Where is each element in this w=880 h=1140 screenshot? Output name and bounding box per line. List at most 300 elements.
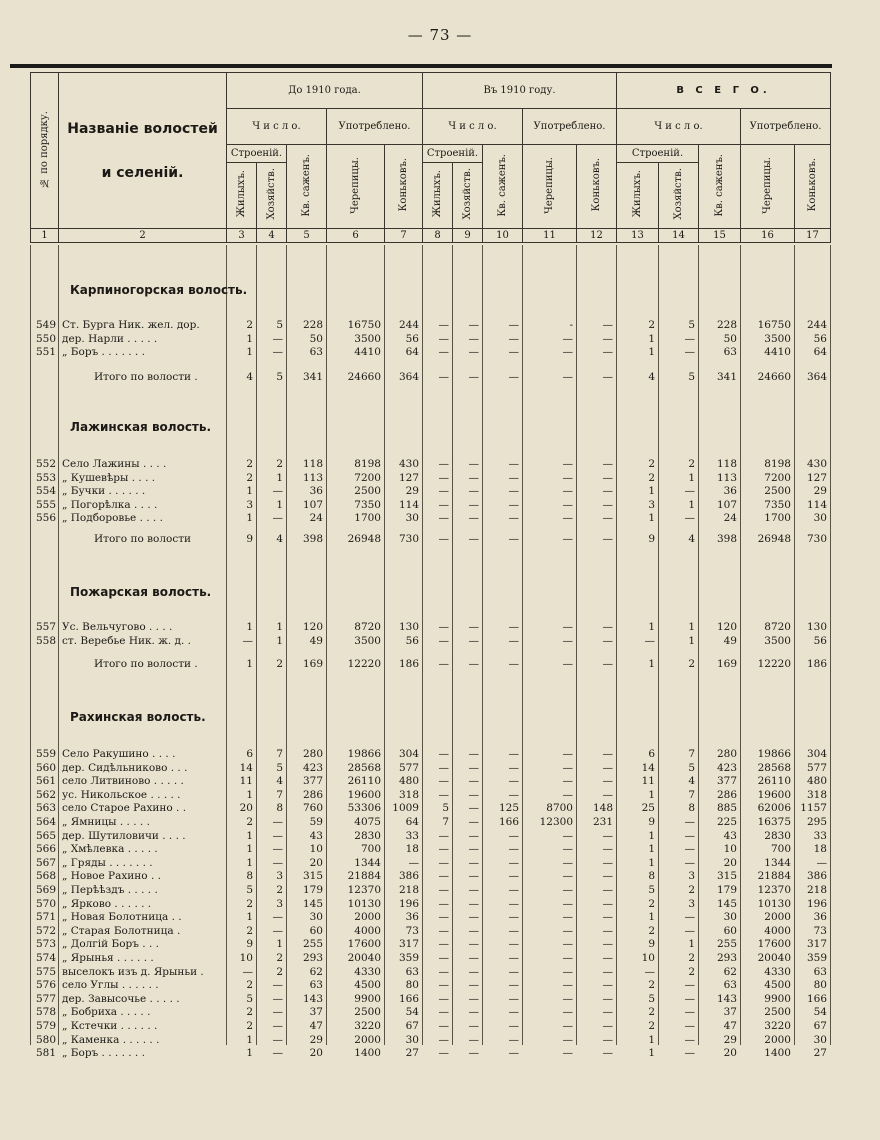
value-cell: —: [468, 911, 479, 924]
settlement-name: „ Хмѣлевка . . . . .: [62, 843, 158, 856]
value-cell: 10: [641, 952, 655, 964]
value-cell: 30: [813, 512, 827, 525]
kv-2: Кв. саженъ.: [483, 145, 523, 229]
value-cell: —: [602, 533, 613, 545]
value-cell: 1344: [354, 856, 381, 869]
value-cell: 3: [688, 870, 695, 883]
value-cell: —: [438, 856, 449, 869]
value-cell: 9: [648, 938, 655, 951]
total-label: Итого по волости .: [94, 658, 198, 670]
value-cell: 56: [813, 634, 827, 647]
value-cell: 1: [246, 485, 253, 498]
value-cell: —: [602, 485, 613, 498]
value-cell: 169: [716, 658, 737, 670]
value-cell: —: [562, 471, 573, 484]
value-cell: 7350: [354, 498, 381, 511]
value-cell: 20: [309, 1047, 323, 1060]
value-cell: 2: [688, 884, 695, 896]
value-cell: 20: [239, 802, 253, 815]
value-cell: 1: [648, 1047, 655, 1060]
value-cell: 1: [648, 485, 655, 498]
row-number: 573: [35, 938, 56, 951]
value-cell: —: [508, 621, 519, 633]
value-cell: 4410: [764, 346, 791, 359]
value-cell: 8720: [764, 621, 791, 633]
column-number: 15: [699, 229, 741, 243]
value-cell: 50: [309, 332, 323, 345]
kv-3: Кв. саженъ.: [699, 145, 741, 229]
khoz-2: Хозяйств.: [453, 163, 483, 229]
value-cell: 315: [716, 870, 737, 883]
value-cell: 3: [688, 897, 695, 910]
value-cell: 1: [276, 938, 283, 951]
value-cell: 20: [723, 1047, 737, 1060]
value-cell: 423: [716, 761, 737, 774]
value-cell: —: [468, 856, 479, 869]
row-number: 568: [35, 870, 56, 883]
value-cell: 244: [398, 319, 419, 331]
value-cell: 24: [723, 512, 737, 525]
value-cell: —: [468, 884, 479, 896]
value-cell: 4: [246, 371, 253, 383]
value-cell: —: [508, 533, 519, 545]
value-cell: —: [508, 1047, 519, 1060]
value-cell: 4: [648, 371, 655, 383]
value-cell: —: [602, 979, 613, 992]
value-cell: 8720: [354, 621, 381, 633]
value-cell: 143: [302, 992, 323, 1005]
value-cell: 364: [398, 371, 419, 383]
value-cell: 730: [398, 533, 419, 545]
row-number: 567: [35, 856, 56, 869]
value-cell: —: [508, 498, 519, 511]
value-cell: 12220: [347, 658, 381, 670]
column-number: 1: [31, 229, 59, 243]
value-cell: 113: [716, 471, 737, 484]
value-cell: 341: [302, 371, 323, 383]
value-cell: —: [508, 938, 519, 951]
value-cell: 10130: [347, 897, 381, 910]
value-cell: 145: [716, 897, 737, 910]
value-cell: —: [438, 498, 449, 511]
value-cell: —: [438, 897, 449, 910]
column-number: 12: [577, 229, 617, 243]
value-cell: —: [438, 533, 449, 545]
value-cell: 2: [276, 458, 283, 470]
value-cell: —: [508, 1006, 519, 1019]
value-cell: 80: [405, 979, 419, 992]
value-cell: 7: [276, 748, 283, 760]
value-cell: —: [508, 843, 519, 856]
value-cell: 1: [648, 658, 655, 670]
value-cell: —: [684, 829, 695, 842]
value-cell: —: [684, 816, 695, 828]
value-cell: 2500: [354, 1006, 381, 1019]
value-cell: 244: [806, 319, 827, 331]
value-cell: —: [438, 938, 449, 951]
column-number: 6: [327, 229, 385, 243]
value-cell: 255: [716, 938, 737, 951]
value-cell: 398: [302, 533, 323, 545]
column-number: 7: [385, 229, 423, 243]
value-cell: 9: [648, 816, 655, 828]
column-number: 8: [423, 229, 453, 243]
settlement-name: „ Боръ . . . . . . .: [62, 346, 145, 359]
value-cell: —: [602, 1006, 613, 1019]
value-cell: 3: [276, 870, 283, 883]
value-cell: 8: [246, 870, 253, 883]
row-number: 561: [35, 775, 56, 788]
value-cell: 166: [498, 816, 519, 828]
value-cell: —: [468, 319, 479, 331]
value-cell: —: [438, 829, 449, 842]
value-cell: 1: [688, 498, 695, 511]
value-cell: 1: [246, 512, 253, 525]
value-cell: 25: [641, 802, 655, 815]
column-number: 16: [741, 229, 795, 243]
group-in-1910: Въ 1910 году.: [423, 73, 617, 109]
settlement-name: „ Погорѣлка . . . .: [62, 498, 158, 511]
value-cell: —: [602, 884, 613, 896]
value-cell: 730: [806, 533, 827, 545]
value-cell: —: [508, 458, 519, 470]
value-cell: 47: [309, 1020, 323, 1032]
settlement-name: „ Гряды . . . . . . .: [62, 856, 153, 869]
value-cell: —: [562, 458, 573, 470]
value-cell: 255: [302, 938, 323, 951]
column-number: 13: [617, 229, 659, 243]
value-cell: 364: [806, 371, 827, 383]
value-cell: 8: [276, 802, 283, 815]
total-row: [10, 657, 832, 671]
zhil-1: Жилыхъ.: [227, 163, 257, 229]
value-cell: 398: [716, 533, 737, 545]
value-cell: —: [468, 965, 479, 978]
value-cell: 1: [648, 856, 655, 869]
column-number-row: [31, 229, 831, 243]
value-cell: 2: [246, 979, 253, 992]
value-cell: 1: [648, 621, 655, 633]
settlement-name: „ Ямницы . . . . .: [62, 816, 150, 828]
settlement-name: „ Подборовье . . . .: [62, 512, 163, 525]
value-cell: —: [684, 924, 695, 937]
value-cell: —: [468, 346, 479, 359]
value-cell: —: [684, 911, 695, 924]
table-row: [10, 842, 832, 856]
value-cell: —: [438, 512, 449, 525]
value-cell: —: [508, 979, 519, 992]
value-cell: 114: [806, 498, 827, 511]
value-cell: —: [508, 471, 519, 484]
value-cell: 125: [498, 802, 519, 815]
value-cell: 760: [302, 802, 323, 815]
value-cell: —: [468, 533, 479, 545]
value-cell: 166: [398, 992, 419, 1005]
column-number: 3: [227, 229, 257, 243]
value-cell: 377: [716, 775, 737, 788]
value-cell: 7: [688, 788, 695, 801]
value-cell: —: [602, 512, 613, 525]
value-cell: 54: [813, 1006, 827, 1019]
value-cell: —: [602, 775, 613, 788]
value-cell: 1: [276, 621, 283, 633]
value-cell: —: [438, 1020, 449, 1032]
value-cell: 700: [360, 843, 381, 856]
cher-2: Черепицы.: [523, 145, 577, 229]
value-cell: —: [468, 979, 479, 992]
value-cell: 179: [302, 884, 323, 896]
value-cell: 9: [648, 533, 655, 545]
value-cell: 56: [813, 332, 827, 345]
value-cell: 2: [246, 897, 253, 910]
value-cell: —: [438, 965, 449, 978]
value-cell: —: [272, 512, 283, 525]
cher-3: Черепицы.: [741, 145, 795, 229]
value-cell: 4075: [354, 816, 381, 828]
upotrebleno-2: Употреблено.: [523, 109, 617, 145]
value-cell: —: [438, 319, 449, 331]
value-cell: —: [272, 911, 283, 924]
value-cell: —: [508, 346, 519, 359]
value-cell: —: [602, 829, 613, 842]
value-cell: 3: [246, 498, 253, 511]
value-cell: 26110: [757, 775, 791, 788]
value-cell: 29: [813, 485, 827, 498]
value-cell: 30: [309, 911, 323, 924]
chislo-2: Ч и с л о.: [423, 109, 523, 145]
value-cell: —: [562, 965, 573, 978]
value-cell: —: [562, 346, 573, 359]
stroeniy-3: Строеній.: [617, 145, 699, 163]
value-cell: 1344: [764, 856, 791, 869]
value-cell: —: [468, 1047, 479, 1060]
value-cell: —: [508, 856, 519, 869]
value-cell: —: [438, 371, 449, 383]
value-cell: 10: [309, 843, 323, 856]
row-number: 577: [35, 992, 56, 1005]
value-cell: —: [468, 458, 479, 470]
value-cell: 166: [806, 992, 827, 1005]
value-cell: 20040: [347, 952, 381, 964]
kv-1: Кв. саженъ.: [287, 145, 327, 229]
value-cell: 4410: [354, 346, 381, 359]
konk-1: Коньковъ.: [385, 145, 423, 229]
khoz-3: Хозяйств.: [659, 163, 699, 229]
value-cell: 107: [302, 498, 323, 511]
value-cell: —: [562, 843, 573, 856]
value-cell: 12220: [757, 658, 791, 670]
value-cell: 377: [302, 775, 323, 788]
value-cell: 9: [246, 533, 253, 545]
value-cell: 4000: [764, 924, 791, 937]
value-cell: 16750: [347, 319, 381, 331]
value-cell: 2: [246, 816, 253, 828]
value-cell: 3: [648, 498, 655, 511]
value-cell: 4330: [764, 965, 791, 978]
value-cell: 196: [806, 897, 827, 910]
value-cell: 2: [246, 458, 253, 470]
value-cell: 6: [648, 748, 655, 760]
value-cell: 37: [309, 1006, 323, 1019]
value-cell: —: [602, 965, 613, 978]
value-cell: 341: [716, 371, 737, 383]
value-cell: 7200: [764, 471, 791, 484]
value-cell: 5: [688, 319, 695, 331]
row-number: 551: [35, 346, 56, 359]
value-cell: 5: [688, 371, 695, 383]
district-title: Рахинская волость.: [70, 710, 206, 724]
value-cell: —: [438, 788, 449, 801]
value-cell: 24: [309, 512, 323, 525]
settlement-name: „ Бобриха . . . . .: [62, 1006, 151, 1019]
value-cell: —: [562, 856, 573, 869]
value-cell: 2500: [354, 485, 381, 498]
value-cell: —: [272, 979, 283, 992]
district-title: Лажинская волость.: [70, 420, 212, 434]
value-cell: 2: [246, 319, 253, 331]
value-cell: —: [272, 843, 283, 856]
value-cell: —: [272, 1047, 283, 1060]
value-cell: 1: [246, 1047, 253, 1060]
value-cell: 293: [716, 952, 737, 964]
value-cell: —: [508, 512, 519, 525]
value-cell: 1009: [392, 802, 419, 815]
value-cell: —: [468, 332, 479, 345]
table-row: [10, 992, 832, 1006]
value-cell: —: [438, 992, 449, 1005]
value-cell: —: [272, 1020, 283, 1032]
value-cell: —: [468, 512, 479, 525]
value-cell: 27: [813, 1047, 827, 1060]
value-cell: 228: [716, 319, 737, 331]
value-cell: 2: [276, 658, 283, 670]
value-cell: 2: [688, 458, 695, 470]
stroeniy-2: Строеній.: [423, 145, 483, 163]
value-cell: —: [272, 856, 283, 869]
value-cell: —: [602, 856, 613, 869]
top-rule: [10, 64, 832, 68]
table-row: [10, 774, 832, 788]
value-cell: 36: [309, 485, 323, 498]
value-cell: 1: [246, 1033, 253, 1046]
row-number: 574: [35, 952, 56, 964]
value-cell: 2: [648, 1020, 655, 1032]
value-cell: 80: [813, 979, 827, 992]
value-cell: —: [468, 471, 479, 484]
value-cell: 1: [688, 938, 695, 951]
value-cell: 5: [276, 371, 283, 383]
value-cell: —: [508, 924, 519, 937]
value-cell: —: [468, 1033, 479, 1046]
column-number: 5: [287, 229, 327, 243]
value-cell: —: [438, 346, 449, 359]
value-cell: 18: [813, 843, 827, 856]
value-cell: 7200: [354, 471, 381, 484]
page-number: — 73 —: [407, 26, 473, 44]
value-cell: 43: [723, 829, 737, 842]
value-cell: 64: [405, 346, 419, 359]
value-cell: 62: [309, 965, 323, 978]
value-cell: —: [562, 621, 573, 633]
value-cell: 12370: [347, 884, 381, 896]
value-cell: 8: [648, 870, 655, 883]
upotrebleno-1: Употреблено.: [327, 109, 423, 145]
value-cell: 218: [398, 884, 419, 896]
value-cell: 17600: [347, 938, 381, 951]
settlement-name: Ус. Вельчугово . . . .: [62, 621, 173, 633]
value-cell: —: [684, 512, 695, 525]
table-row: [10, 897, 832, 911]
value-cell: 4: [688, 533, 695, 545]
value-cell: 280: [302, 748, 323, 760]
value-cell: 30: [813, 1033, 827, 1046]
value-cell: 60: [723, 924, 737, 937]
district-title: Карпиногорская волость.: [70, 283, 248, 297]
konk-2: Коньковъ.: [577, 145, 617, 229]
value-cell: 2: [648, 458, 655, 470]
table-row: [10, 788, 832, 802]
value-cell: 295: [806, 816, 827, 828]
value-cell: 423: [302, 761, 323, 774]
row-number: 550: [35, 332, 56, 345]
value-cell: —: [438, 485, 449, 498]
value-cell: —: [272, 485, 283, 498]
group-total: В С Е Г О.: [617, 73, 831, 109]
value-cell: 304: [806, 748, 827, 760]
row-number: 572: [35, 924, 56, 937]
value-cell: 4500: [354, 979, 381, 992]
value-cell: —: [602, 788, 613, 801]
row-number: 570: [35, 897, 56, 910]
value-cell: 29: [723, 1033, 737, 1046]
value-cell: —: [562, 1020, 573, 1032]
row-number: 578: [35, 1006, 56, 1019]
value-cell: 359: [398, 952, 419, 964]
value-cell: 5: [276, 319, 283, 331]
value-cell: —: [684, 1020, 695, 1032]
value-cell: 67: [405, 1020, 419, 1032]
row-number: 555: [35, 498, 56, 511]
value-cell: 5: [276, 761, 283, 774]
column-number: 17: [795, 229, 831, 243]
value-cell: -: [569, 319, 573, 331]
value-cell: —: [468, 485, 479, 498]
table-row: [10, 747, 832, 761]
value-cell: —: [438, 911, 449, 924]
total-row: [10, 370, 832, 384]
total-label: Итого по волости .: [94, 371, 198, 383]
value-cell: 62: [723, 965, 737, 978]
settlement-name: дер. Нарли . . . . .: [62, 332, 158, 345]
value-cell: —: [602, 748, 613, 760]
value-cell: 1: [648, 843, 655, 856]
value-cell: —: [562, 761, 573, 774]
value-cell: —: [602, 924, 613, 937]
settlement-name: „ Кстечки . . . . . .: [62, 1020, 158, 1032]
settlement-name: дер. Завысочье . . . . .: [62, 992, 180, 1005]
value-cell: 1: [688, 621, 695, 633]
value-cell: 1700: [764, 512, 791, 525]
value-cell: 19866: [347, 748, 381, 760]
column-number: 4: [257, 229, 287, 243]
value-cell: 5: [442, 802, 449, 815]
value-cell: 4500: [764, 979, 791, 992]
settlement-name: Село Лажины . . . .: [62, 458, 167, 470]
value-cell: —: [602, 938, 613, 951]
value-cell: 2: [648, 979, 655, 992]
table-row: [10, 937, 832, 951]
value-cell: 430: [398, 458, 419, 470]
